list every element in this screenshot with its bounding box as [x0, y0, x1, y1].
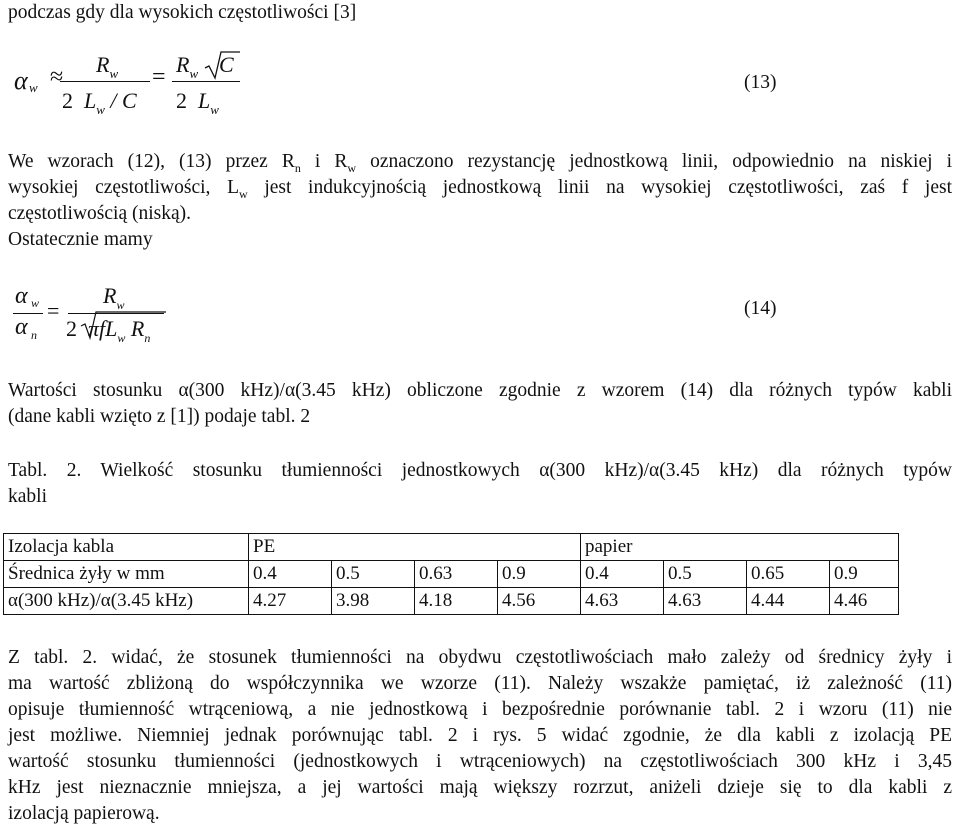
table-cell: 0.5 — [664, 561, 747, 588]
eq14-den: 2 πfL$_w$ $R_n$ — [66, 316, 151, 345]
table-cell: 0.63 — [415, 561, 498, 588]
eq14-num: $R_w$ — [103, 283, 125, 312]
table-caption-line2: kabli — [8, 486, 47, 507]
eq13-fraction-bar-2 — [172, 81, 240, 82]
para3 — [8, 645, 952, 827]
table-cell: 3.98 — [332, 588, 415, 615]
table-cell: 4.63 — [664, 588, 747, 615]
eq14-number: (14) — [744, 298, 777, 319]
para3-line: wartość stosunku tłumienności (jednostkowych i wtrąceniowych) na częstotliwościach 300 kHz i 3,45 — [8, 751, 952, 772]
eq14-sub-n: n — [31, 328, 37, 342]
eq13-number: (13) — [744, 72, 777, 93]
eq13-den2: 2 $L_w$ — [176, 88, 219, 117]
para1-line4: Ostatecznie mamy — [8, 229, 153, 250]
eq13-fraction-bar-1 — [60, 81, 150, 82]
para3-line: izolacją papierową. — [8, 803, 160, 824]
table-row — [4, 534, 899, 561]
eq13-approx: ≈ — [50, 64, 64, 90]
table-cell: 0.4 — [581, 561, 664, 588]
para1-line1: We wzorach (12), (13) przez $R_n$ i $R_w$ oznaczono rezystancję jednostkową linii, odpowiednio na niskiej i — [8, 151, 952, 175]
eq13-num1: $R_w$ — [96, 52, 119, 81]
para1-line2: wysokiej częstotliwości, $L_w$ jest indukcyjnością jednostkową linii na wysokiej częstotliwości, zaś f jest — [8, 177, 952, 201]
table-cell: 4.18 — [415, 588, 498, 615]
heading-line: podczas gdy dla wysokich częstotliwości [3] — [8, 2, 357, 23]
table-cell: 4.63 — [581, 588, 664, 615]
table-row — [4, 588, 899, 615]
table-cell: PE — [249, 534, 581, 561]
para3-line: Z tabl. 2. widać, że stosunek tłumienności na obydwu częstotliwościach mało zależy od średnicy żyły i — [8, 647, 952, 668]
table-cell: 0.4 — [249, 561, 332, 588]
table-cell: papier — [581, 534, 899, 561]
table-cell: 0.5 — [332, 561, 415, 588]
eq13-num2-c: C — [219, 52, 234, 77]
eq14-equals: = — [47, 298, 60, 323]
table-cell: 0.9 — [498, 561, 581, 588]
table-cell: Izolacja kabla — [4, 534, 249, 561]
para3-line: ma wartość zbliżoną do współczynnika we wzorze (11). Należy wszakże pamiętać, iż zależność (11) — [8, 673, 952, 694]
table-cell: α(300 kHz)/α(3.45 kHz) — [4, 588, 249, 615]
para3-line: kHz jest nieznacznie mniejsza, a jej wartości mają większy rozrzut, anіżeli dzieje się to dla kabli z — [8, 777, 952, 798]
eq13-num2: $R_w$ — [176, 52, 199, 81]
para3-line: opisuje tłumienność wtrąceniową, a nie jednostkową i bezpośrednie porównanie tabl. 2 i wzoru (11) nie — [8, 699, 952, 720]
eq14-sub-w: w — [31, 296, 40, 310]
para2-line1: Wartości stosunku α(300 kHz)/α(3.45 kHz) obliczone zgodnie z wzorem (14) dla różnych typów kabli — [8, 380, 952, 401]
eq13-sub-w: w — [29, 80, 38, 95]
table-cell: 4.27 — [249, 588, 332, 615]
data-table — [3, 533, 899, 615]
table-cell: 4.46 — [830, 588, 899, 615]
table-cell: 0.9 — [830, 561, 899, 588]
para1-line3: częstotliwością (niską). — [8, 203, 192, 224]
table-cell: 0.65 — [747, 561, 830, 588]
table-cell: 4.56 — [498, 588, 581, 615]
table-cell: Średnica żyły w mm — [4, 561, 249, 588]
eq13-alpha: α — [14, 66, 28, 95]
para3-line: jest możliwe. Niemniej jednak porównując tabl. 2 i rys. 5 widać zgodnie, że dla kabli z izolacją PE — [8, 725, 952, 746]
table-caption-line1: Tabl. 2. Wielkość stosunku tłumienności jednostkowych α(300 kHz)/α(3.45 kHz) dla różnych typów — [8, 460, 952, 481]
eq13-equals: = — [152, 64, 166, 90]
para2-line2: (dane kabli wzięto z [1]) podaje tabl. 2 — [8, 406, 311, 427]
table-row — [4, 561, 899, 588]
eq13-den1: 2 $L_w$ / C — [62, 88, 137, 117]
eq14-alpha-n: α — [15, 314, 28, 340]
eq14-alpha-w: α — [15, 283, 28, 309]
table-cell: 4.44 — [747, 588, 830, 615]
